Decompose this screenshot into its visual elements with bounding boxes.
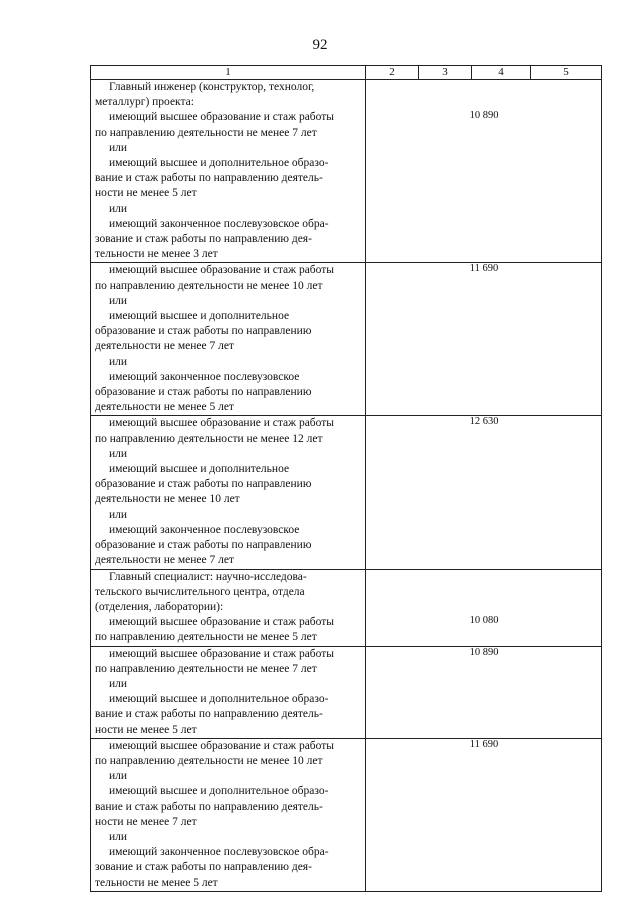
table-row bbox=[91, 569, 602, 646]
description-line: или bbox=[109, 141, 128, 154]
description-line: образование и стаж работы по направлению bbox=[95, 478, 312, 491]
description-line: по направлению деятельности не менее 7 лет bbox=[95, 126, 317, 139]
description-line: имеющий высшее образование и стаж работы bbox=[109, 111, 334, 124]
table-row bbox=[91, 80, 602, 263]
description-line: или bbox=[109, 355, 128, 368]
salary-table bbox=[90, 65, 602, 892]
description-line: зование и стаж работы по направлению дея- bbox=[95, 233, 312, 246]
description-line: или bbox=[109, 677, 128, 690]
table-header-row bbox=[91, 66, 602, 80]
column-header-2: 2 bbox=[366, 66, 419, 80]
description-line: или bbox=[109, 447, 128, 460]
position-description-cell bbox=[91, 738, 366, 891]
description-line: ности не менее 5 лет bbox=[95, 723, 197, 736]
salary-value: 10 890 bbox=[469, 646, 499, 658]
description-line: или bbox=[109, 294, 128, 307]
column-header-3: 3 bbox=[419, 66, 472, 80]
column-header-1: 1 bbox=[91, 66, 366, 80]
salary-value: 11 690 bbox=[469, 738, 499, 750]
table-row bbox=[91, 738, 602, 891]
position-description-cell bbox=[91, 263, 366, 416]
salary-value-cell bbox=[366, 80, 602, 263]
table-row bbox=[91, 646, 602, 738]
salary-value-cell bbox=[366, 569, 602, 646]
description-line: ности не менее 5 лет bbox=[95, 187, 197, 200]
description-line: имеющий высшее образование и стаж работы bbox=[109, 739, 334, 752]
description-line: или bbox=[109, 830, 128, 843]
description-line: деятельности не менее 7 лет bbox=[95, 340, 234, 353]
description-line: имеющий высшее образование и стаж работы bbox=[109, 616, 334, 629]
position-description-cell bbox=[91, 646, 366, 738]
description-line: зование и стаж работы по направлению дея- bbox=[95, 861, 312, 874]
description-line: или bbox=[109, 202, 128, 215]
description-line: имеющий законченное послевузовское bbox=[109, 523, 300, 536]
column-header-4: 4 bbox=[472, 66, 531, 80]
description-line: Главный инженер (конструктор, технолог, bbox=[109, 81, 315, 93]
description-line: образование и стаж работы по направлению bbox=[95, 386, 312, 399]
description-line: деятельности не менее 7 лет bbox=[95, 554, 234, 567]
salary-value-cell bbox=[366, 416, 602, 569]
description-line: имеющий высшее и дополнительное образо- bbox=[109, 157, 329, 170]
description-line: Главный специалист: научно-исследова- bbox=[109, 570, 307, 583]
description-line: или bbox=[109, 770, 128, 783]
position-description-cell bbox=[91, 416, 366, 569]
description-line: по направлению деятельности не менее 7 лет bbox=[95, 662, 317, 675]
column-header-5: 5 bbox=[531, 66, 602, 80]
description-line: тельности не менее 3 лет bbox=[95, 248, 218, 261]
description-line: имеющий высшее и дополнительное bbox=[109, 310, 290, 323]
table-row bbox=[91, 263, 602, 416]
description-line: или bbox=[109, 508, 128, 521]
description-line: образование и стаж работы по направлению bbox=[95, 539, 312, 552]
description-line: имеющий законченное послевузовское обра- bbox=[109, 846, 329, 859]
description-line: по направлению деятельности не менее 10 лет bbox=[95, 279, 323, 292]
description-line: имеющий законченное послевузовское обра- bbox=[109, 217, 329, 230]
salary-value: 10 080 bbox=[469, 615, 499, 627]
salary-value-cell bbox=[366, 263, 602, 416]
description-line: ности не менее 7 лет bbox=[95, 815, 197, 828]
description-line: имеющий высшее и дополнительное образо- bbox=[109, 693, 329, 706]
position-description-cell bbox=[91, 569, 366, 646]
description-line: по направлению деятельности не менее 5 лет bbox=[95, 631, 317, 644]
description-line: вание и стаж работы по направлению деятель- bbox=[95, 708, 323, 721]
description-line: вание и стаж работы по направлению деятель- bbox=[95, 172, 323, 185]
description-line: деятельности не менее 5 лет bbox=[95, 401, 234, 414]
description-line: имеющий законченное послевузовское bbox=[109, 370, 300, 383]
description-line: имеющий высшее и дополнительное образо- bbox=[109, 785, 329, 798]
table-row bbox=[91, 416, 602, 569]
description-line: деятельности не менее 10 лет bbox=[95, 493, 240, 506]
description-line: металлург) проекта: bbox=[95, 96, 194, 109]
page-number: 92 bbox=[312, 37, 328, 53]
description-line: имеющий высшее образование и стаж работы bbox=[109, 647, 334, 660]
description-line: образование и стаж работы по направлению bbox=[95, 325, 312, 338]
position-description-cell bbox=[91, 80, 366, 263]
description-line: имеющий высшее и дополнительное bbox=[109, 463, 290, 476]
salary-value-cell bbox=[366, 738, 602, 891]
salary-value-cell bbox=[366, 646, 602, 738]
description-line: имеющий высшее образование и стаж работы bbox=[109, 264, 334, 277]
salary-value: 10 890 bbox=[469, 110, 499, 122]
description-line: по направлению деятельности не менее 10 лет bbox=[95, 754, 323, 767]
description-line: тельского вычислительного центра, отдела bbox=[95, 585, 305, 598]
description-line: имеющий высшее образование и стаж работы bbox=[109, 417, 334, 430]
salary-value: 12 630 bbox=[469, 416, 499, 428]
description-line: вание и стаж работы по направлению деятель- bbox=[95, 800, 323, 813]
description-line: по направлению деятельности не менее 12 лет bbox=[95, 432, 323, 445]
description-line: (отделения, лаборатории): bbox=[95, 600, 224, 613]
salary-value: 11 690 bbox=[469, 263, 499, 275]
description-line: тельности не менее 5 лет bbox=[95, 876, 218, 889]
